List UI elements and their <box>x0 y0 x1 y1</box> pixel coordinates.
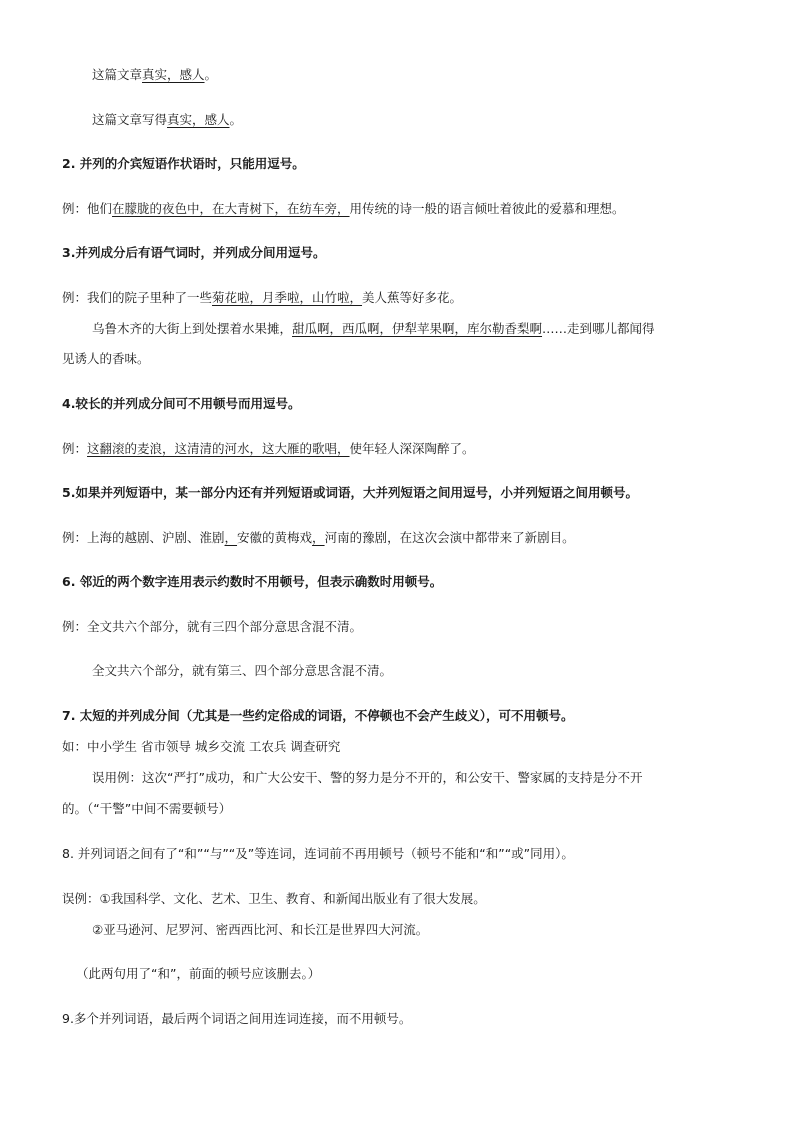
rule-heading-3: 3.并列成分后有语气词时，并列成分间用逗号。 <box>62 245 326 260</box>
text: 例： <box>62 441 88 456</box>
rule-heading-2: 2. 并列的介宾短语作状语时，只能用逗号。 <box>62 156 305 171</box>
underlined-text: 在朦胧的夜色中，在大青树下，在纺车旁， <box>112 201 350 216</box>
example-line <box>62 200 625 218</box>
underlined-text: 真实，感人 <box>142 67 205 82</box>
underlined-text: ， <box>224 530 238 545</box>
text: 河南的豫剧，在这次会演中都带来了新剧目。 <box>324 530 575 545</box>
underlined-text: 真实，感人 <box>167 112 230 127</box>
example-line: 的。（“干警”中间不需要顿号） <box>62 801 232 816</box>
text: 这篇文章 <box>92 67 143 82</box>
example-line <box>62 440 475 458</box>
text: 。 <box>229 112 243 127</box>
example-line: 误例：①我国科学、文化、艺术、卫生、教育、和新闻出版业有了很大发展。 <box>62 891 486 906</box>
example-line: 如：中小学生 省市领导 城乡交流 工农兵 调查研究 <box>62 739 341 754</box>
underlined-text: 甜瓜啊，西瓜啊，伊犁苹果啊，库尔勒香梨啊 <box>292 321 543 336</box>
example-line: 见诱人的香味。 <box>62 351 150 366</box>
rule-heading-5: 5.如果并列短语中，某一部分内还有并列短语或词语，大并列短语之间用逗号，小并列短语之间用顿号。 <box>62 485 638 500</box>
text: 使年轻人深深陶醉了。 <box>349 441 475 456</box>
text: ……走到哪儿都闻得 <box>542 321 655 336</box>
text: 例：我们的院子里种了一些 <box>62 290 213 305</box>
rule-heading-7: 7. 太短的并列成分间（尤其是一些约定俗成的词语，不停顿也不会产生歧义），可不用顿号。 <box>62 708 574 723</box>
example-line <box>92 66 217 84</box>
example-line: 全文共六个部分，就有第三、四个部分意思含混不清。 <box>92 663 393 678</box>
underlined-text: 这翻滚的麦浪，这清清的河水，这大雁的歌唱， <box>87 441 350 456</box>
note-line: （此两句用了“和”，前面的顿号应该删去。） <box>76 966 321 981</box>
text: 安徽的黄梅戏 <box>237 530 313 545</box>
rule-heading-4: 4.较长的并列成分间可不用顿号而用逗号。 <box>62 396 301 411</box>
rule-heading-9: 9.多个并列词语，最后两个词语之间用连词连接，而不用顿号。 <box>62 1011 412 1026</box>
example-line: ②亚马逊河、尼罗河、密西西比河、和长江是世界四大河流。 <box>92 922 429 937</box>
text: 美人蕉等好多花。 <box>362 290 463 305</box>
text: 例：他们 <box>62 201 113 216</box>
example-line <box>62 529 575 547</box>
example-line: 误用例：这次“严打”成功，和广大公安干、警的努力是分不开的，和公安干、警家属的支持是分不开 <box>92 770 643 785</box>
text: 这篇文章写得 <box>92 112 168 127</box>
example-line <box>92 320 655 338</box>
example-line <box>92 111 242 129</box>
underlined-text: ， <box>312 530 325 545</box>
text: 乌鲁木齐的大街上到处摆着水果摊， <box>92 321 293 336</box>
rule-heading-6: 6. 邻近的两个数字连用表示约数时不用顿号，但表示确数时用顿号。 <box>62 574 443 589</box>
example-line <box>62 289 462 307</box>
underlined-text: 菊花啦，月季啦，山竹啦， <box>212 290 363 305</box>
text: 。 <box>204 67 218 82</box>
rule-heading-8: 8. 并列词语之间有了“和”“与”“及”等连词，连词前不再用顿号（顿号不能和“和”“或”同用）。 <box>62 846 574 861</box>
example-line: 例：全文共六个部分，就有三四个部分意思含混不清。 <box>62 619 363 634</box>
text: 用传统的诗一般的语言倾吐着彼此的爱慕和理想。 <box>349 201 625 216</box>
text: 例：上海的越剧、沪剧、淮剧 <box>62 530 225 545</box>
